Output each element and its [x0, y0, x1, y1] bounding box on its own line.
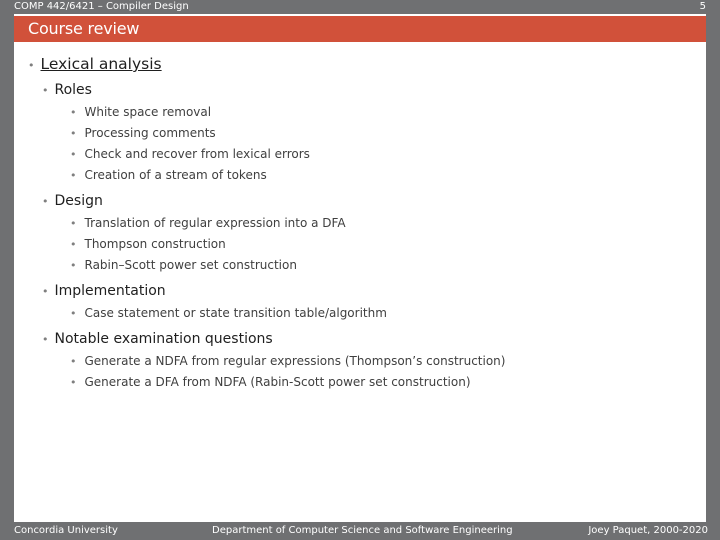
- list-item-label: Generate a DFA from NDFA (Rabin-Scott power set construction): [84, 375, 471, 389]
- bullet-icon: •: [70, 127, 77, 140]
- bullet-icon: •: [70, 259, 77, 272]
- bullet-icon: •: [70, 169, 77, 182]
- footer-university: Concordia University: [14, 525, 118, 536]
- bullet-icon: •: [70, 148, 77, 161]
- list-item: [70, 372, 688, 393]
- section-items: [70, 213, 688, 276]
- list-item: [70, 165, 688, 186]
- list-item-label: Rabin–Scott power set construction: [84, 258, 297, 272]
- list-item: [70, 102, 688, 123]
- list-item-label: Creation of a stream of tokens: [84, 168, 267, 182]
- section-heading-label: Notable examination questions: [54, 331, 273, 347]
- outline-list: [28, 52, 688, 393]
- bullet-icon: •: [70, 217, 77, 230]
- section-items: [70, 351, 688, 393]
- bullet-icon: •: [70, 376, 77, 389]
- header-bar: [0, 0, 720, 14]
- slide-content: [28, 52, 688, 397]
- list-item: [70, 144, 688, 165]
- topic-link[interactable]: Lexical analysis: [40, 55, 162, 73]
- section-heading: [42, 190, 688, 213]
- list-item-label: White space removal: [84, 105, 212, 119]
- list-item: [70, 213, 688, 234]
- section-items: [70, 102, 688, 186]
- title-bar: [14, 16, 706, 42]
- section-list: [42, 79, 688, 393]
- list-item-label: Check and recover from lexical errors: [84, 147, 310, 161]
- section-heading: [42, 79, 688, 102]
- page-number: 5: [699, 1, 706, 12]
- bullet-icon: •: [70, 106, 77, 119]
- bullet-icon: •: [42, 195, 49, 208]
- list-item-label: Thompson construction: [84, 237, 226, 251]
- topic-item: [28, 52, 688, 393]
- footer-department: Department of Computer Science and Software Engineering: [212, 525, 513, 536]
- bullet-icon: •: [70, 355, 77, 368]
- bullet-icon: •: [42, 285, 49, 298]
- course-name: COMP 442/6421 – Compiler Design: [14, 1, 189, 12]
- list-item: [70, 351, 688, 372]
- section-items: [70, 303, 688, 324]
- slide-title: Course review: [28, 19, 140, 38]
- section-heading-label: Roles: [54, 82, 92, 98]
- list-item-label: Translation of regular expression into a DFA: [84, 216, 346, 230]
- section-heading: [42, 280, 688, 303]
- bullet-icon: •: [42, 84, 49, 97]
- bullet-icon: •: [70, 238, 77, 251]
- section-heading: [42, 328, 688, 351]
- list-item: [70, 255, 688, 276]
- section-heading-label: Design: [54, 193, 103, 209]
- bullet-icon: •: [70, 307, 77, 320]
- frame-left: [0, 14, 14, 526]
- footer-bar: [0, 522, 720, 540]
- list-item-label: Case statement or state transition table/algorithm: [84, 306, 387, 320]
- list-item-label: Processing comments: [84, 126, 216, 140]
- bullet-icon: •: [28, 59, 35, 72]
- frame-right: [706, 14, 720, 526]
- section-heading-label: Implementation: [54, 283, 166, 299]
- list-item: [70, 234, 688, 255]
- list-item: [70, 123, 688, 144]
- list-item-label: Generate a NDFA from regular expressions (Thompson’s construction): [84, 354, 506, 368]
- list-item: [70, 303, 688, 324]
- footer-author: Joey Paquet, 2000-2020: [588, 525, 708, 536]
- bullet-icon: •: [42, 333, 49, 346]
